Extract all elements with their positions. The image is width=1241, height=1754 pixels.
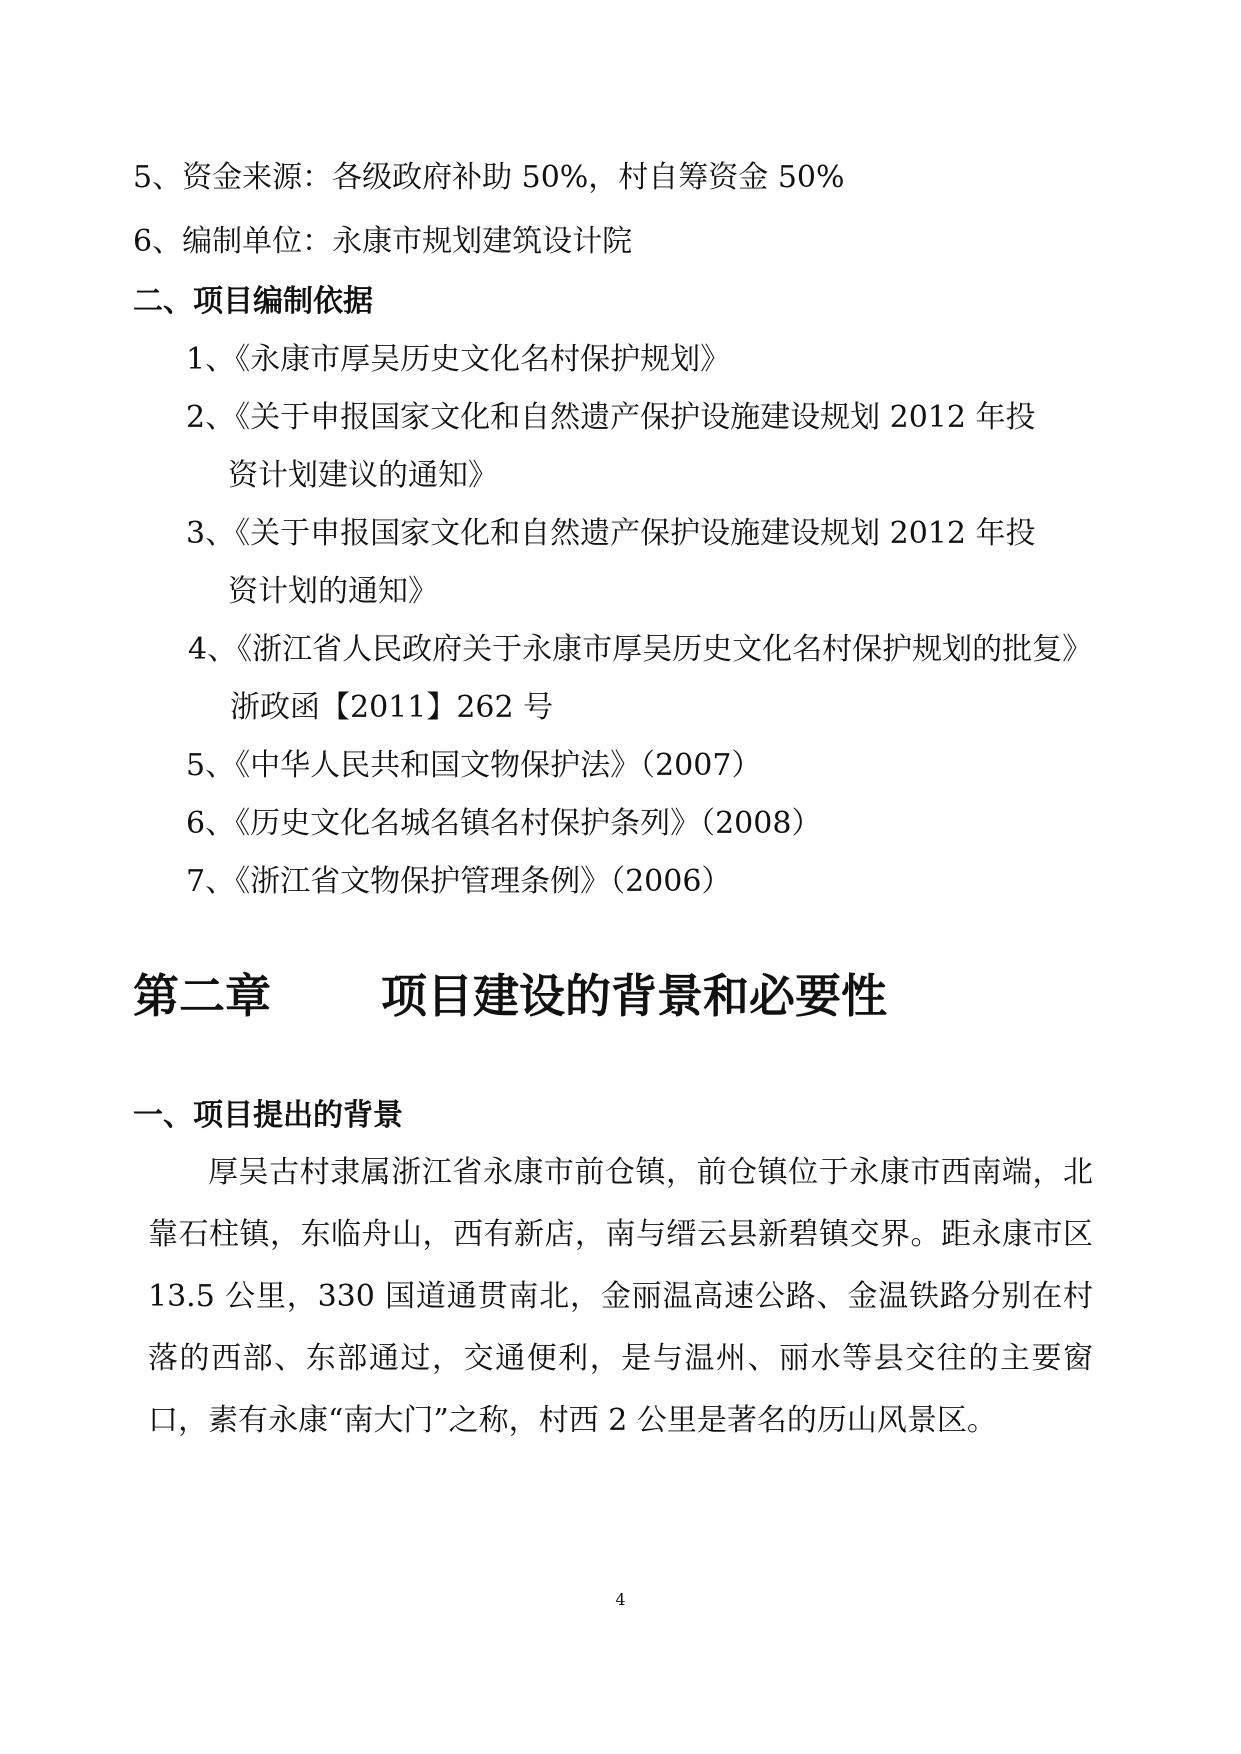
- basis-item-6: 6、《历史文化名城名镇名村保护条列》（2008）: [186, 806, 822, 841]
- basis-item-5: 5、《中华人民共和国文物保护法》（2007）: [186, 748, 762, 783]
- basis-item-3: 3、《关于申报国家文化和自然遗产保护设施建设规划 2012 年投: [186, 516, 1036, 551]
- page-number: 4: [615, 1590, 626, 1609]
- basis-item-2: 2、《关于申报国家文化和自然遗产保护设施建设规划 2012 年投: [186, 400, 1036, 435]
- basis-item-7: 7、《浙江省文物保护管理条例》（2006）: [186, 864, 732, 899]
- basis-item-1: 1、《永康市厚吴历史文化名村保护规划》: [186, 342, 731, 377]
- funding-source-line: 5、资金来源：各级政府补助 50%，村自筹资金 50%: [133, 160, 845, 195]
- chapter-number: 第二章: [133, 969, 271, 1023]
- basis-item-2-cont: 资计划建议的通知》: [228, 458, 498, 493]
- chapter-heading: [133, 968, 887, 1024]
- basis-item-4: 4、《浙江省人民政府关于永康市厚吴历史文化名村保护规划的批复》: [188, 632, 1093, 667]
- basis-item-4-cont: 浙政函【2011】262 号: [230, 690, 554, 725]
- compiler-line: 6、编制单位：永康市规划建筑设计院: [133, 224, 633, 259]
- basis-item-3-cont: 资计划的通知》: [228, 574, 438, 609]
- section-heading-basis: 二、项目编制依据: [133, 284, 373, 319]
- section-heading-background: 一、项目提出的背景: [133, 1098, 403, 1133]
- background-paragraph: 厚吴古村隶属浙江省永康市前仓镇，前仓镇位于永康市西南端，北靠石柱镇，东临舟山，西有新店，南与缙云县新碧镇交界。距永康市区 13.5 公里，330 国道通贯南北，金丽温高速公路、金温铁路分别在村落的西部、东部通过，交通便利，是与温州、丽水等县交往的主要窗口，素有永康“南大门”之称，村西 2 公里是著名的历山风景区。: [148, 1155, 1093, 1438]
- chapter-title: 项目建设的背景和必要性: [381, 969, 887, 1023]
